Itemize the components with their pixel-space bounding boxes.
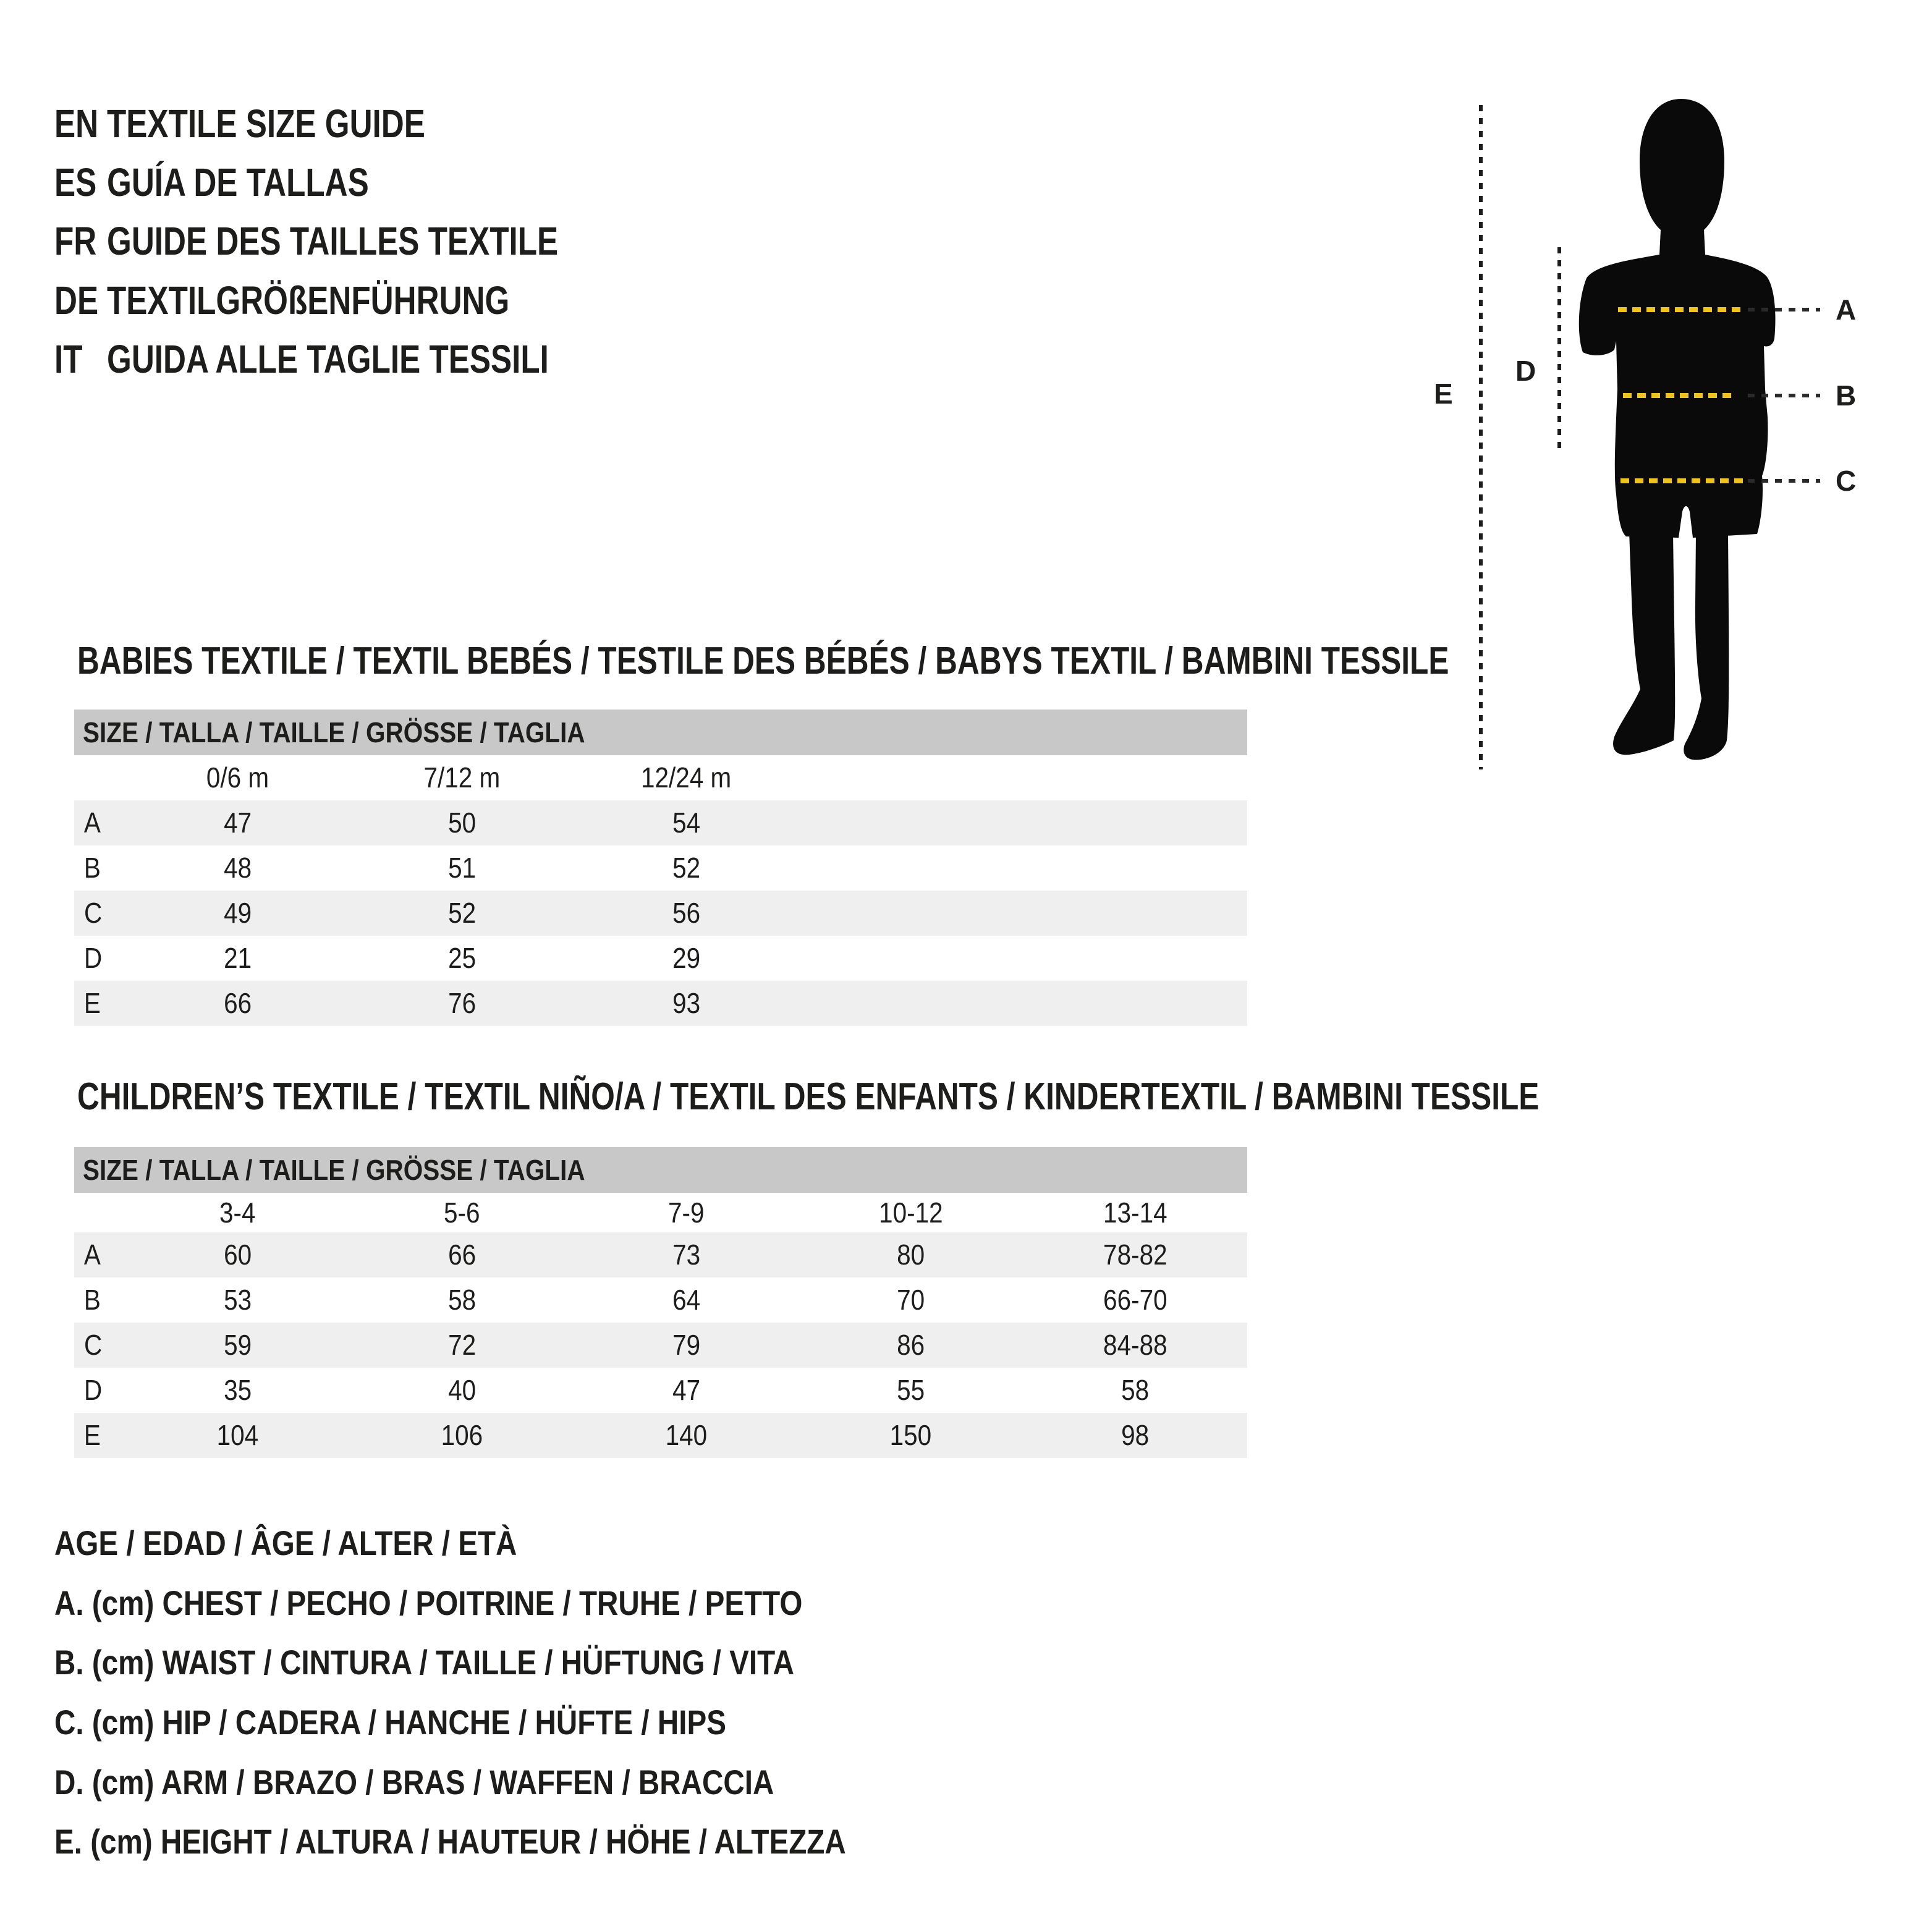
cell-value: 53	[223, 1284, 252, 1316]
lang-code-fr: FR	[54, 219, 97, 263]
babies-size-header: SIZE / TALLA / TAILLE / GRÖSSE / TAGLIA	[83, 716, 585, 748]
table-row	[74, 891, 1247, 936]
cell-value: 66	[223, 987, 252, 1019]
lang-title-es: GUÍA DE TALLAS	[107, 160, 369, 205]
column-header: 7/12 m	[423, 761, 501, 794]
legend-line-arm: D. (cm) ARM / BRAZO / BRAS / WAFFEN / BRACCIA	[54, 1763, 774, 1802]
lang-code-en: EN	[54, 101, 99, 146]
column-header: 12/24 m	[641, 761, 732, 794]
cell-value: 84-88	[1103, 1329, 1167, 1361]
cell-value: 70	[896, 1284, 925, 1316]
legend-line-age: AGE / EDAD / ÂGE / ALTER / ETÀ	[54, 1523, 517, 1562]
legend-line-waist: B. (cm) WAIST / CINTURA / TAILLE / HÜFTUNG / VITA	[54, 1643, 794, 1682]
cell-value: 56	[672, 897, 701, 929]
lang-title-en: TEXTILE SIZE GUIDE	[107, 101, 425, 146]
children-section-title-text: CHILDREN’S TEXTILE / TEXTIL NIÑO/A / TEXTIL DES ENFANTS / KINDERTEXTIL / BAMBINI TESSILE	[77, 1075, 1540, 1118]
cell-value: 25	[447, 942, 477, 974]
children-section-title	[77, 1077, 1905, 1117]
row-label: B	[83, 852, 101, 884]
cell-value: 150	[889, 1419, 932, 1451]
cell-value: 104	[216, 1419, 259, 1451]
cell-value: 52	[672, 852, 701, 884]
row-label: A	[83, 807, 101, 839]
table-row	[74, 981, 1247, 1026]
table-row	[74, 800, 1247, 845]
column-header: 10-12	[878, 1197, 943, 1229]
measure-label-a: A	[1836, 294, 1857, 326]
row-label: C	[83, 897, 103, 929]
measure-label-d: D	[1515, 355, 1536, 387]
cell-value: 47	[672, 1374, 701, 1406]
cell-value: 21	[223, 942, 252, 974]
cell-value: 29	[672, 942, 701, 974]
cell-value: 73	[672, 1239, 701, 1271]
row-label: D	[83, 942, 103, 974]
table-row	[74, 845, 1247, 891]
cell-value: 86	[896, 1329, 925, 1361]
cell-value: 52	[447, 897, 477, 929]
cell-value: 54	[672, 807, 701, 839]
cell-value: 49	[223, 897, 252, 929]
cell-value: 51	[447, 852, 477, 884]
cell-value: 106	[441, 1419, 483, 1451]
row-label: E	[83, 987, 101, 1019]
cell-value: 47	[223, 807, 252, 839]
cell-value: 40	[447, 1374, 477, 1406]
cell-value: 93	[672, 987, 701, 1019]
cell-value: 50	[447, 807, 477, 839]
children-size-table	[74, 1147, 1247, 1458]
cell-value: 64	[672, 1284, 701, 1316]
column-header: 3-4	[219, 1197, 256, 1229]
row-label: E	[83, 1419, 101, 1451]
cell-value: 76	[447, 987, 477, 1019]
children-size-header-bar	[74, 1147, 1247, 1193]
cell-value: 48	[223, 852, 252, 884]
row-label: A	[83, 1239, 101, 1271]
table-row	[74, 1368, 1247, 1413]
cell-value: 80	[896, 1239, 925, 1271]
babies-section-title	[77, 642, 1792, 681]
cell-value: 66	[447, 1239, 477, 1271]
babies-size-table	[74, 710, 1247, 1026]
lang-title-fr: GUIDE DES TAILLES TEXTILE	[107, 219, 559, 263]
measure-label-c: C	[1836, 465, 1857, 497]
legend-line-hip: C. (cm) HIP / CADERA / HANCHE / HÜFTE / HIPS	[54, 1703, 726, 1742]
column-header: 7-9	[668, 1197, 705, 1229]
children-column-header-row	[74, 1193, 1247, 1232]
cell-value: 79	[672, 1329, 701, 1361]
row-label: D	[83, 1374, 103, 1406]
babies-section-title-text: BABIES TEXTILE / TEXTIL BEBÉS / TESTILE DES BÉBÉS / BABYS TEXTIL / BAMBINI TESSILE	[77, 640, 1449, 682]
cell-value: 140	[665, 1419, 708, 1451]
measure-label-e: E	[1434, 378, 1453, 410]
table-row	[74, 1413, 1247, 1458]
column-header: 5-6	[444, 1197, 480, 1229]
measure-label-b: B	[1836, 379, 1857, 412]
cell-value: 35	[223, 1374, 252, 1406]
lang-code-de: DE	[54, 278, 99, 323]
cell-value: 60	[223, 1239, 252, 1271]
babies-column-header-row	[74, 755, 1247, 800]
table-row	[74, 1232, 1247, 1277]
child-silhouette-diagram	[1409, 93, 1932, 785]
table-row	[74, 1323, 1247, 1368]
row-label: B	[83, 1284, 101, 1316]
lang-code-it: IT	[54, 337, 83, 381]
column-header: 0/6 m	[206, 761, 269, 794]
cell-value: 58	[1121, 1374, 1150, 1406]
legend-line-chest: A. (cm) CHEST / PECHO / POITRINE / TRUHE / PETTO	[54, 1583, 803, 1622]
lang-title-de: TEXTILGRÖßENFÜHRUNG	[107, 278, 510, 323]
lang-title-it: GUIDA ALLE TAGLIE TESSILI	[107, 337, 549, 381]
cell-value: 98	[1121, 1419, 1150, 1451]
cell-value: 66-70	[1103, 1284, 1167, 1316]
legend-line-height: E. (cm) HEIGHT / ALTURA / HAUTEUR / HÖHE / ALTEZZA	[54, 1822, 846, 1861]
cell-value: 59	[223, 1329, 252, 1361]
babies-size-header-bar	[74, 710, 1247, 755]
table-row	[74, 1277, 1247, 1323]
table-row	[74, 936, 1247, 981]
cell-value: 58	[447, 1284, 477, 1316]
lang-code-es: ES	[54, 160, 97, 205]
cell-value: 78-82	[1103, 1239, 1167, 1271]
children-size-header: SIZE / TALLA / TAILLE / GRÖSSE / TAGLIA	[83, 1154, 585, 1186]
row-label: C	[83, 1329, 103, 1361]
cell-value: 55	[896, 1374, 925, 1406]
cell-value: 72	[447, 1329, 477, 1361]
column-header: 13-14	[1103, 1197, 1167, 1229]
